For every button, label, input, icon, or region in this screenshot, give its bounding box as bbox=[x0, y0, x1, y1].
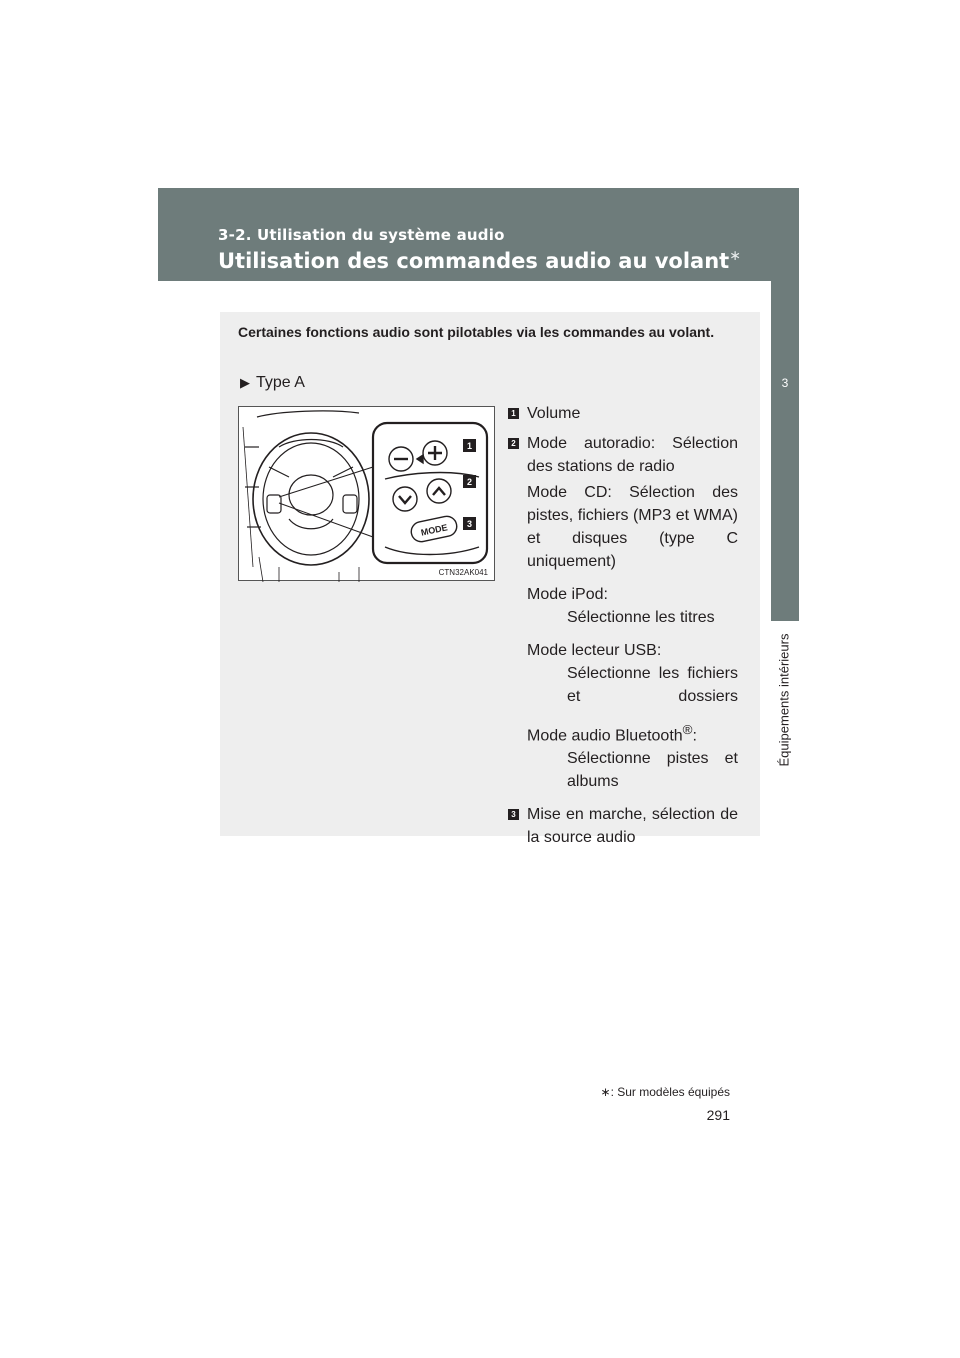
figure-code: CTN32AK041 bbox=[438, 568, 488, 577]
page-title-text: Utilisation des commandes audio au volant bbox=[218, 249, 730, 273]
mode-ipod-desc: Sélectionne les titres bbox=[567, 609, 715, 626]
mode-button-label: MODE bbox=[419, 522, 449, 538]
mode-usb bbox=[527, 639, 738, 708]
callout-1: 1 bbox=[466, 441, 473, 451]
item-text: Mode autoradio: Sélection des stations de radio bbox=[527, 435, 738, 475]
page-header bbox=[158, 188, 799, 281]
mode-bluetooth-desc: Sélectionne pistes et albums bbox=[567, 750, 738, 791]
type-heading bbox=[240, 374, 305, 392]
chapter-number: 3 bbox=[781, 376, 789, 390]
page-title bbox=[218, 248, 741, 273]
mode-usb-label: Mode lecteur USB: bbox=[527, 642, 662, 659]
mode-usb-desc: Sélectionne les fichiers et dossiers bbox=[567, 665, 738, 705]
triangle-bullet-icon: ▶ bbox=[240, 375, 250, 390]
mode-ipod-label: Mode iPod: bbox=[527, 586, 608, 603]
intro-text: Certaines fonctions audio sont pilotables via les commandes au volant. bbox=[238, 324, 715, 340]
content-box bbox=[220, 312, 760, 847]
item-text: Mise en marche, sélection de la source audio bbox=[527, 806, 738, 847]
mode-cd-text: Mode CD: Sélection des pistes, fichiers (MP3 et WMA) et disques (type C uniquement) bbox=[527, 484, 738, 570]
steering-wheel-drawing bbox=[239, 407, 496, 582]
mode-bluetooth bbox=[527, 718, 738, 793]
list-item bbox=[508, 402, 738, 425]
footnote-text: ∗: Sur modèles équipés bbox=[600, 1085, 730, 1099]
chapter-label-text: Équipements intérieurs bbox=[776, 633, 792, 767]
page-number-text: 291 bbox=[706, 1107, 730, 1123]
callout-list bbox=[508, 402, 738, 856]
list-item bbox=[508, 803, 738, 849]
callout-2: 2 bbox=[466, 477, 473, 487]
item-number-badge: 1 bbox=[508, 408, 519, 419]
item-text: Volume bbox=[527, 405, 581, 422]
steering-wheel-illustration bbox=[238, 406, 495, 581]
item-number-badge: 3 bbox=[508, 809, 519, 820]
mode-ipod bbox=[527, 583, 738, 629]
section-label: 3-2. Utilisation du système audio bbox=[218, 226, 505, 244]
title-asterisk: ∗ bbox=[729, 248, 741, 264]
callout-3: 3 bbox=[466, 519, 473, 529]
list-item bbox=[508, 432, 738, 793]
type-label: Type A bbox=[256, 374, 305, 391]
chapter-tab bbox=[771, 281, 799, 621]
registered-mark: ® bbox=[682, 722, 693, 737]
mode-cd bbox=[527, 481, 738, 573]
mode-bluetooth-label: Mode audio Bluetooth®: bbox=[527, 722, 697, 745]
item-number-badge: 2 bbox=[508, 438, 519, 449]
